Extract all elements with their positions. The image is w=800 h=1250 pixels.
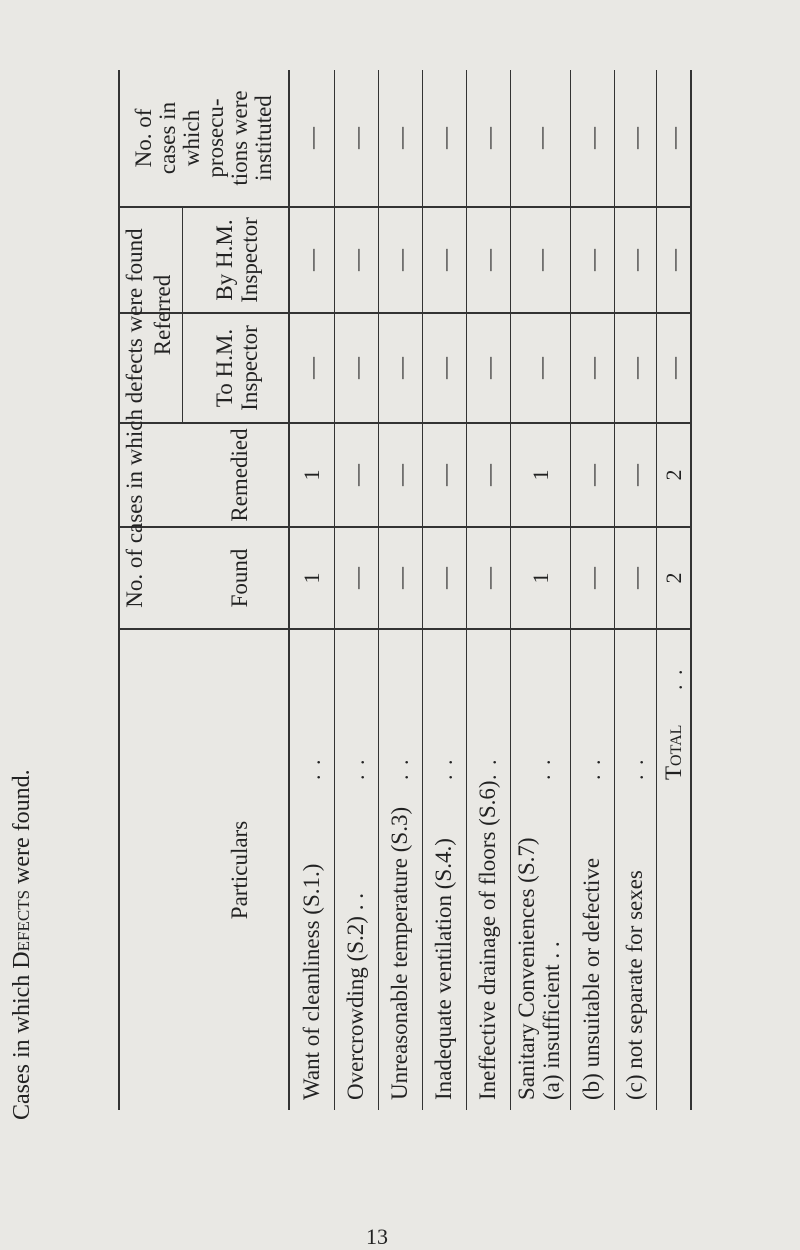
row-sublabel: (a) insufficient . . xyxy=(539,941,564,1100)
cell-found: — xyxy=(343,567,369,589)
cell-by-hm: — xyxy=(387,249,413,271)
cell-prosecutions: — xyxy=(431,127,457,149)
row-dots: . . xyxy=(432,757,457,780)
total-label: Total xyxy=(661,724,686,780)
cell-to-hm: — xyxy=(622,357,648,379)
header-remedied: Remedied xyxy=(226,428,252,522)
row-label: Sanitary Conveniences (S.7) xyxy=(514,837,539,1100)
cell-found: — xyxy=(387,567,413,589)
cell-to-hm: — xyxy=(387,357,413,379)
cell-to-hm: — xyxy=(431,357,457,379)
row-label: Want of cleanliness (S.1.) xyxy=(299,863,324,1100)
total-found: 2 xyxy=(660,572,686,584)
header-found: Found xyxy=(226,548,252,608)
cell-found: — xyxy=(475,567,501,589)
header-to-hm-line2: Inspector xyxy=(237,325,262,411)
cell-remedied: 1 xyxy=(527,469,553,481)
cell-to-hm: — xyxy=(475,357,501,379)
cell-remedied: — xyxy=(343,464,369,486)
cell-prosecutions: — xyxy=(343,127,369,149)
total-remedied: 2 xyxy=(660,469,686,481)
cell-found: — xyxy=(431,567,457,589)
row-label: Ineffective drainage of floors (S.6) xyxy=(475,780,500,1100)
caption-prefix: Cases in which xyxy=(9,968,35,1120)
total-prosecutions: — xyxy=(660,127,686,149)
referred-underline xyxy=(182,208,183,424)
cell-found: 1 xyxy=(527,572,553,584)
cell-prosecutions: — xyxy=(475,127,501,149)
header-to-hm-line1: To H.M. xyxy=(212,328,237,408)
cell-by-hm: — xyxy=(431,249,457,271)
row-dots: . . xyxy=(476,757,501,780)
caption-smallcaps: Defects xyxy=(9,889,35,969)
cell-by-hm: — xyxy=(579,249,605,271)
total-dots: . . xyxy=(662,667,687,690)
header-prosecutions-line2: cases in xyxy=(155,101,180,175)
header-to-hm xyxy=(186,314,288,422)
header-prosecutions xyxy=(120,70,288,206)
header-prosecutions-line6: instituted xyxy=(251,95,276,181)
cell-by-hm: — xyxy=(299,249,324,271)
row-dots: . . xyxy=(300,757,325,780)
header-referred: Referred xyxy=(150,274,175,356)
row-label: Overcrowding (S.2) . . xyxy=(343,893,368,1100)
cell-to-hm: — xyxy=(579,357,605,379)
cell-to-hm: — xyxy=(343,357,369,379)
cell-prosecutions: — xyxy=(579,127,605,149)
total-to-hm: — xyxy=(660,357,686,379)
row-label: (b) unsuitable or defective xyxy=(579,857,604,1100)
cell-prosecutions: — xyxy=(622,127,648,149)
cell-prosecutions: — xyxy=(527,127,553,149)
header-prosecutions-line4: prosecu- xyxy=(203,98,228,178)
row-dots: . . xyxy=(530,757,555,780)
cell-found: — xyxy=(579,567,605,589)
header-by-hm-line1: By H.M. xyxy=(212,219,237,301)
cell-remedied: — xyxy=(431,464,457,486)
cell-by-hm: — xyxy=(622,249,648,271)
table-caption xyxy=(0,120,44,1120)
row-dots: . . xyxy=(388,757,413,780)
row-dots: . . xyxy=(623,757,648,780)
cell-remedied: — xyxy=(579,464,605,486)
cell-by-hm: — xyxy=(527,249,553,271)
row-label: Unreasonable temperature (S.3) xyxy=(387,806,412,1100)
table-top-rule xyxy=(118,70,120,1110)
cell-to-hm: — xyxy=(299,357,324,379)
cell-by-hm: — xyxy=(343,249,369,271)
row-dots: . . xyxy=(344,757,369,780)
cell-found: 1 xyxy=(299,572,324,584)
row-label: Inadequate ventilation (S.4.) xyxy=(431,838,456,1100)
table-bottom-rule xyxy=(690,70,692,1110)
cell-remedied: — xyxy=(387,464,413,486)
header-prosecutions-line3: which xyxy=(179,109,204,167)
header-particulars: Particulars xyxy=(226,820,252,920)
row-dots: . . xyxy=(580,757,605,780)
total-by-hm: — xyxy=(660,249,686,271)
cell-to-hm: — xyxy=(527,357,553,379)
cell-remedied: — xyxy=(475,464,501,486)
cell-by-hm: — xyxy=(475,249,501,271)
header-group-label: No. of cases in which defects were found xyxy=(122,228,147,608)
header-by-hm-line2: Inspector xyxy=(237,217,262,303)
row-label: (c) not separate for sexes xyxy=(622,870,647,1100)
cell-remedied: — xyxy=(622,464,648,486)
cell-prosecutions: — xyxy=(299,127,324,149)
header-prosecutions-line5: tions were xyxy=(227,90,252,186)
header-prosecutions-line1: No. of xyxy=(131,108,156,168)
page-number: 13 xyxy=(366,1224,388,1249)
cell-remedied: 1 xyxy=(299,469,324,481)
caption-suffix: were found. xyxy=(9,769,35,890)
cell-found: — xyxy=(622,567,648,589)
cell-prosecutions: — xyxy=(387,127,413,149)
header-by-hm xyxy=(186,208,288,312)
